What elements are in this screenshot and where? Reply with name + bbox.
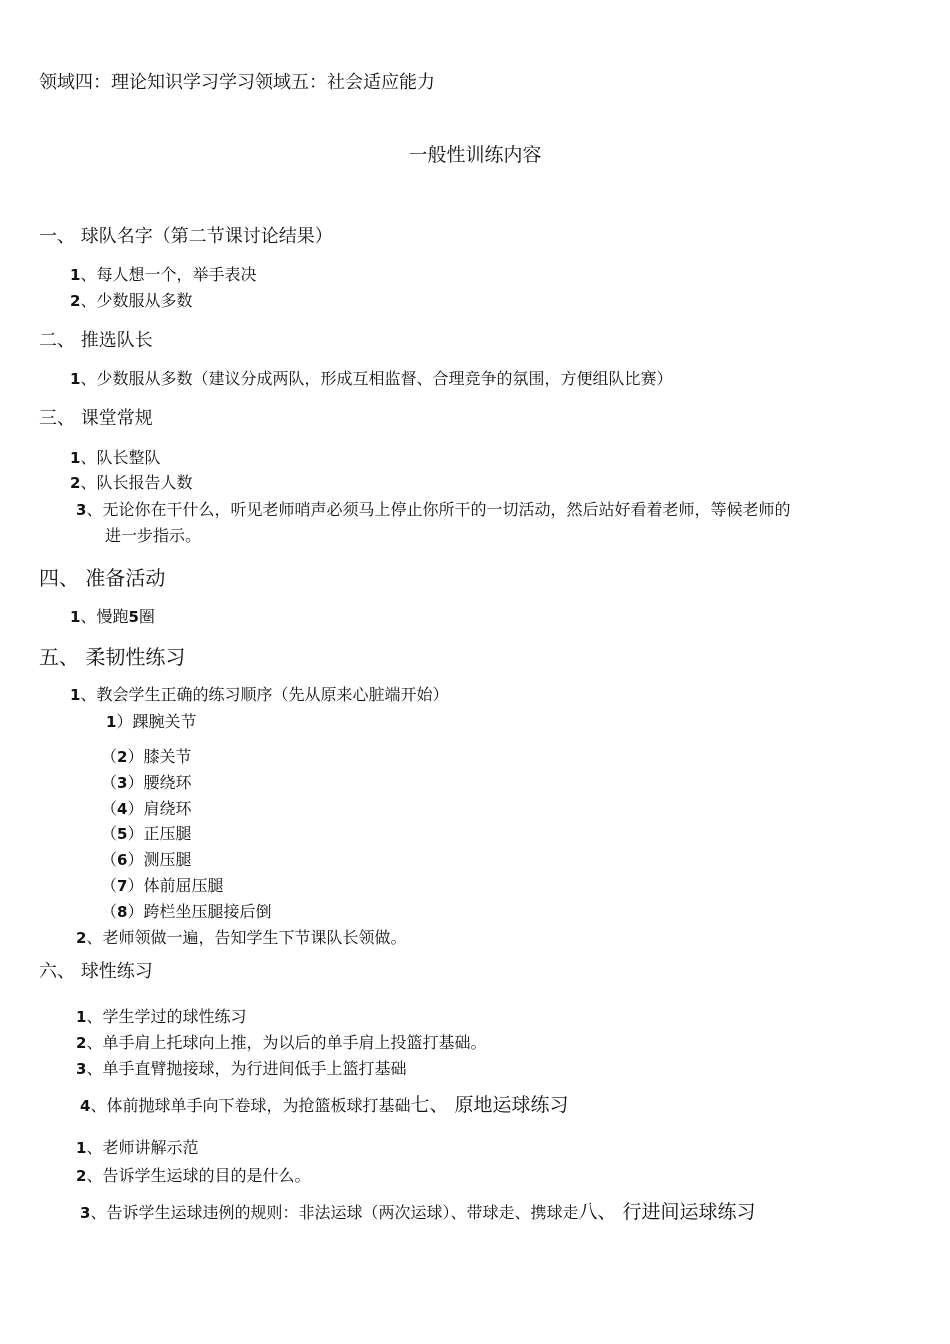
list-item: 1、学生学过的球性练习 — [76, 1007, 247, 1026]
list-item: 1、队长整队 — [70, 448, 161, 467]
list-item: 1、慢跑5圈 — [70, 607, 155, 626]
list-item: 3、无论你在干什么，听见老师哨声必须马上停止你所干的一切活动，然后站好看着老师，等候老师的 — [76, 500, 791, 519]
list-item: 2、老师领做一遍，告知学生下节课队长领做。 — [76, 928, 407, 947]
section-heading-7: 七、 原地运球练习 — [410, 1094, 569, 1116]
section-heading-6: 六、 球性练习 — [39, 961, 153, 982]
list-item: 3、单手直臂抛接球，为行进间低手上篮打基础 — [76, 1059, 407, 1078]
list-item: 2、队长报告人数 — [70, 473, 193, 492]
section-heading-4: 四、 准备活动 — [39, 566, 166, 590]
list-item: 1、少数服从多数（建议分成两队，形成互相监督、合理竞争的氛围，方便组队比赛） — [70, 369, 673, 388]
list-item: 2、单手肩上托球向上推，为以后的单手肩上投篮打基础。 — [76, 1033, 487, 1052]
sub-item: （7）体前屈压腿 — [101, 876, 224, 895]
list-item: 3、告诉学生运球违例的规则：非法运球（两次运球）、带球走、携球走八、 行进间运球练习 — [80, 1201, 756, 1223]
sub-item: （2）膝关节 — [101, 747, 192, 766]
section-heading-3: 三、 课堂常规 — [39, 408, 153, 429]
list-item: 4、体前抛球单手向下卷球，为抢篮板球打基础七、 原地运球练习 — [80, 1094, 569, 1116]
section-heading-5: 五、 柔韧性练习 — [39, 645, 186, 669]
list-item: 1、教会学生正确的练习顺序（先从原来心脏端开始） — [70, 685, 449, 704]
list-item: 1、老师讲解示范 — [76, 1138, 199, 1157]
sub-item: （8）跨栏坐压腿接后倒 — [101, 902, 272, 921]
domain-header: 领域四：理论知识学习学习领域五：社会适应能力 — [39, 72, 435, 93]
page-title: 一般性训练内容 — [408, 144, 542, 166]
section-heading-8: 八、 行进间运球练习 — [578, 1201, 756, 1223]
section-heading-1: 一、 球队名字（第二节课讨论结果） — [39, 226, 333, 247]
section-heading-2: 二、 推选队长 — [39, 330, 153, 351]
list-item: 1、每人想一个，举手表决 — [70, 265, 257, 284]
sub-item: （5）正压腿 — [101, 824, 192, 843]
sub-item: （3）腰绕环 — [101, 773, 192, 792]
list-item: 2、少数服从多数 — [70, 291, 193, 310]
list-item-continuation: 进一步指示。 — [105, 526, 202, 545]
sub-item: 1）踝腕关节 — [106, 712, 197, 731]
list-item: 2、告诉学生运球的目的是什么。 — [76, 1166, 311, 1185]
sub-item: （4）肩绕环 — [101, 799, 192, 818]
sub-item: （6）测压腿 — [101, 850, 192, 869]
